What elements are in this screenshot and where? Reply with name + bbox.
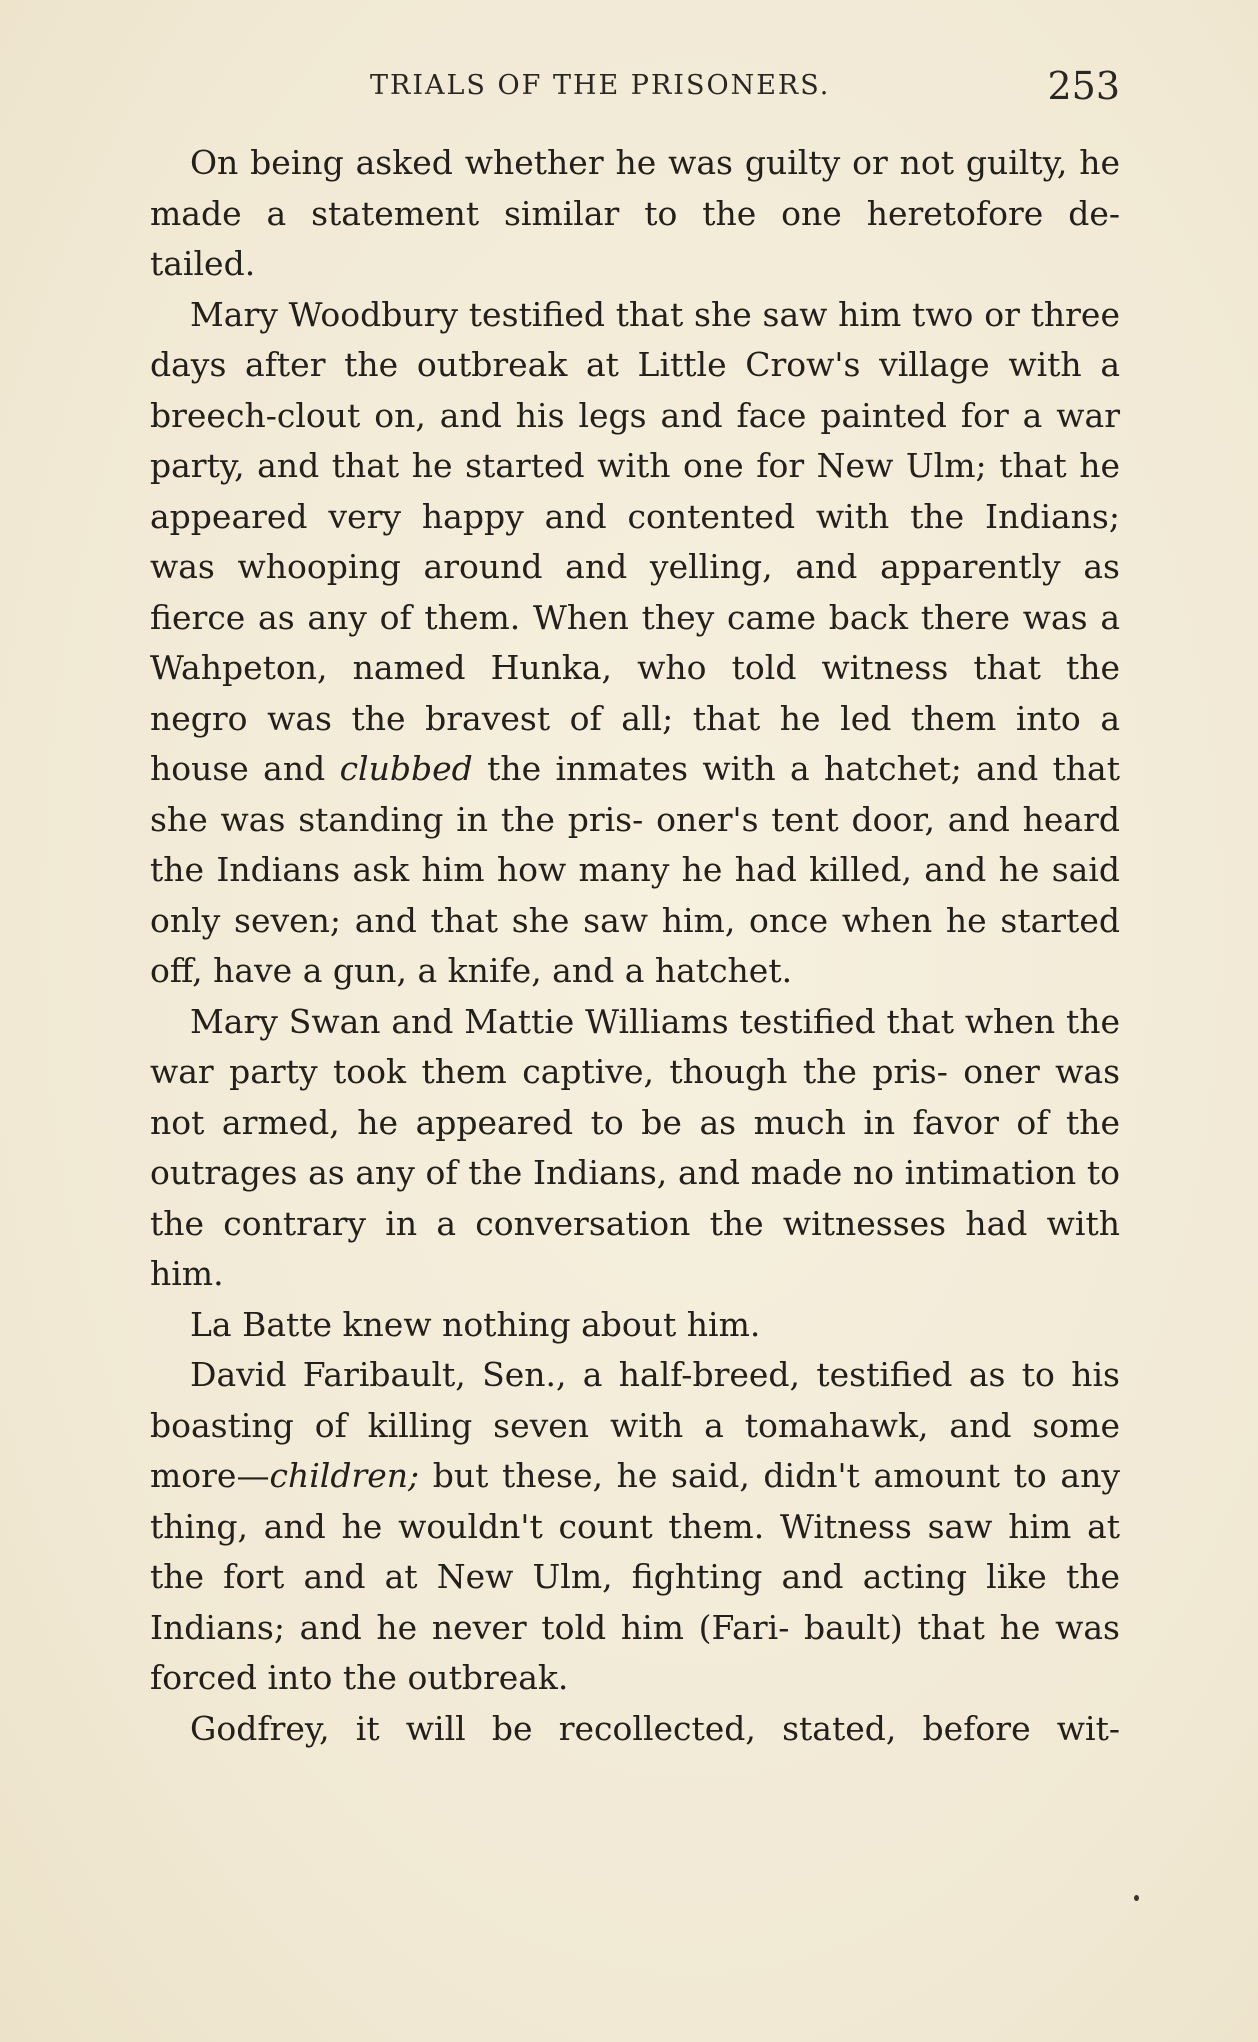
ink-speck — [1134, 1895, 1139, 1901]
running-head — [150, 64, 1120, 112]
paragraph-2 — [150, 290, 1120, 997]
page-number: 253 — [1047, 64, 1120, 108]
paragraph-5-rest: but these, he said, didn't amount to any thing, and he wouldn't count them. Witness saw him at the fort and at New Ulm, fighting and acting like the Indians; and he never told him (Fari- bault) that he was forced into the outbreak. — [150, 1456, 1120, 1697]
paragraph-4-text: La Batte knew nothing about him. — [190, 1304, 761, 1344]
paragraph-3-text: Mary Swan and Mattie Williams testified that when the war party took them captive, though the pris- oner was not armed, he appeared to be as much in favor of the outrages as any of the Indians, and made no intimation to the contrary in a conversation the witnesses had with him. — [150, 1001, 1120, 1293]
paragraph-2-italic: clubbed — [339, 749, 473, 788]
paragraph-5 — [150, 1350, 1120, 1704]
paragraph-2-text: Mary Woodbury testified that she saw him two or three days after the outbreak at Little Crow's village with a breech-clout on, and his legs and face painted for a war party, and that he started with one for New Ulm; that he appeared very happy and contented with the Indians; was whooping around and yelling, and apparently as fierce as any of them. When they came back there was a Wahpeton, named Hunka, who told witness that the negro was the bravest of all; that he led them into a house and — [150, 294, 1120, 788]
paragraph-6-text: Godfrey, it will be recollected, stated, before wit- — [190, 1708, 1120, 1748]
body-text — [150, 138, 1120, 1754]
paragraph-4 — [150, 1300, 1120, 1351]
paragraph-3 — [150, 997, 1120, 1300]
paragraph-2-rest: the inmates with a hatchet; and that she was standing in the pris- oner's tent door, and heard the Indians ask him how many he had killed, and he said only seven; and that she saw him, once when he started off, have a gun, a knife, and a hatchet. — [150, 749, 1120, 990]
paragraph-5-italic: children; — [269, 1456, 420, 1495]
paragraph-1 — [150, 138, 1120, 290]
paragraph-5-text: David Faribault, Sen., a half-breed, testified as to his boasting of killing seven with a tomahawk, and some more— — [150, 1355, 1120, 1495]
running-title: TRIALS OF THE PRISONERS. — [370, 70, 831, 101]
paragraph-6 — [150, 1704, 1120, 1755]
paragraph-1-text: On being asked whether he was guilty or not guilty, he made a statement similar to the one heretofore de- tailed. — [150, 143, 1120, 283]
